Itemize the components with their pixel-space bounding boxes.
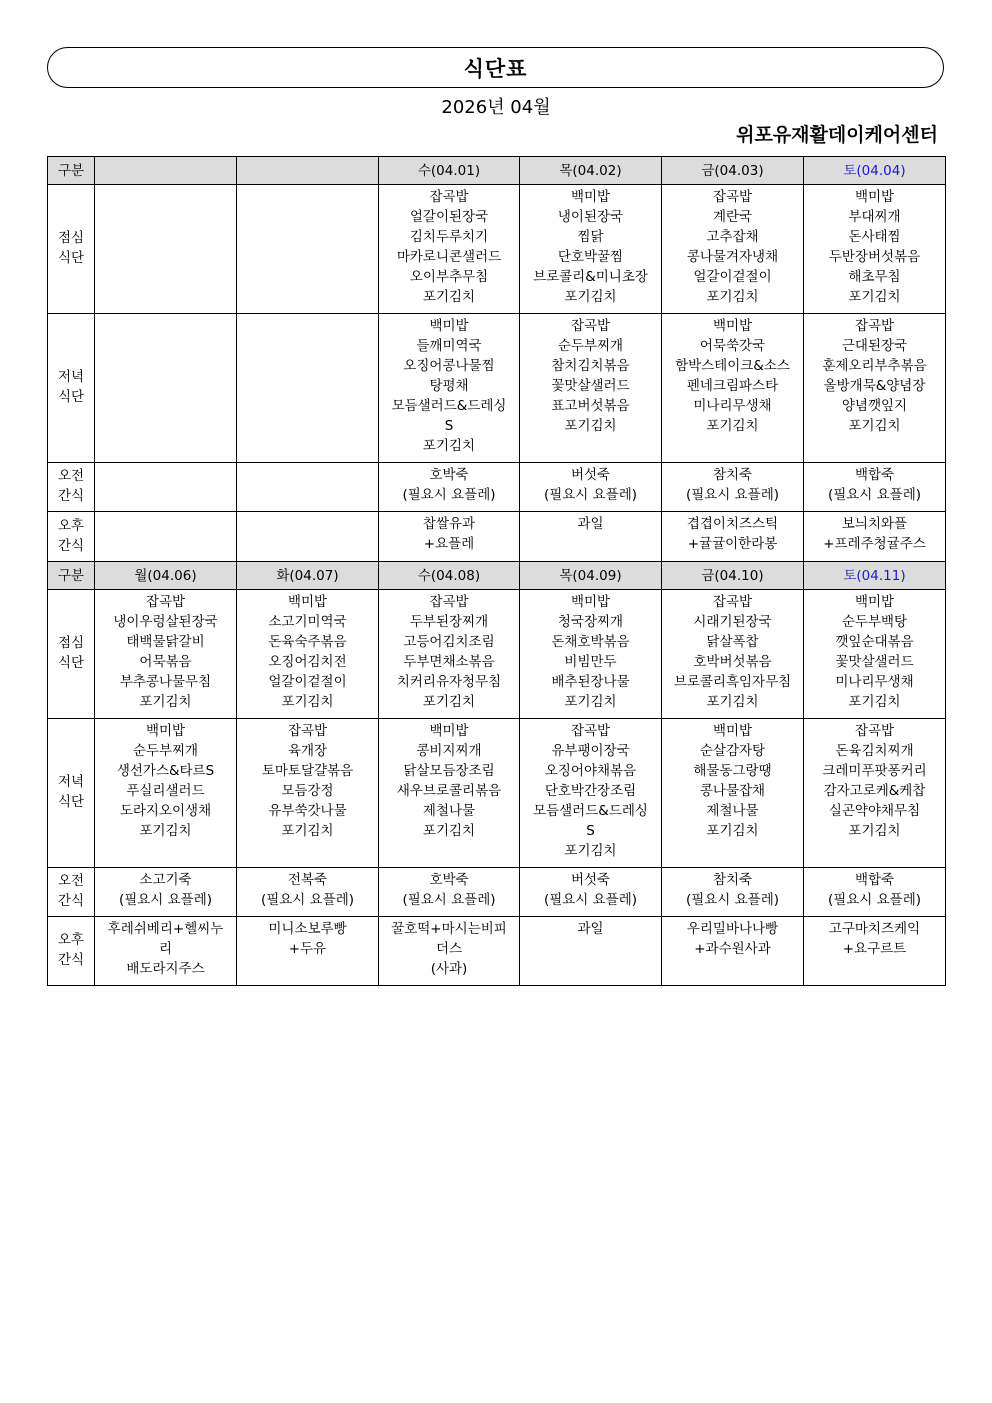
menu-item: 소고기죽 xyxy=(139,872,192,888)
menu-item: 올방개묵&양념장 xyxy=(823,378,926,394)
menu-item: 얼갈이겉절이 xyxy=(268,674,347,690)
menu-item: 우리밀바나나빵 xyxy=(686,921,779,937)
meal-cell xyxy=(95,590,237,719)
meal-cell xyxy=(95,185,237,314)
meal-cell xyxy=(237,512,379,562)
meal-row xyxy=(48,590,946,719)
menu-item: (필요시 요플레) xyxy=(685,487,780,503)
menu-item: 백미밥 xyxy=(570,189,611,205)
menu-item: 실곤약야채무침 xyxy=(828,803,921,819)
menu-item: 포기김치 xyxy=(564,289,617,305)
menu-item: 두부된장찌개 xyxy=(409,614,489,630)
title-box xyxy=(47,47,944,88)
meal-type-label xyxy=(48,719,95,868)
day-header xyxy=(237,157,379,185)
menu-item: 소고기미역국 xyxy=(268,614,347,630)
menu-item: 과일 xyxy=(577,516,604,532)
menu-item: 콩나물겨자냉채 xyxy=(686,249,779,265)
menu-item: 태백물닭갈비 xyxy=(126,634,205,650)
page-title: 식단표 xyxy=(463,56,528,81)
menu-item: 겹겹이치즈스틱 xyxy=(686,516,779,532)
meal-row xyxy=(48,868,946,917)
menu-item: 포기김치 xyxy=(706,289,759,305)
meal-cell xyxy=(237,917,379,986)
meal-cell xyxy=(237,868,379,917)
menu-item: 닭살폭찹 xyxy=(706,634,759,650)
menu-item: (필요시 요플레) xyxy=(118,892,213,908)
menu-item: 포기김치 xyxy=(281,823,334,839)
menu-item: 꿀호떡+마시는비피 xyxy=(391,921,507,937)
menu-item: 브로콜리흑임자무침 xyxy=(673,674,792,690)
menu-item: 육개장 xyxy=(287,743,328,759)
day-header: 월(04.06) xyxy=(95,562,237,590)
meal-type-text: 오전 xyxy=(57,873,85,889)
menu-item: 닭살모듬장조림 xyxy=(403,763,495,779)
meal-type-text: 점심 xyxy=(57,230,85,246)
menu-item: 전복죽 xyxy=(287,872,328,888)
meal-type-label xyxy=(48,590,95,719)
meal-cell xyxy=(804,512,946,562)
meal-type-text: 간식 xyxy=(57,537,85,554)
meal-cell xyxy=(237,185,379,314)
menu-item: 잡곡밥 xyxy=(287,723,328,739)
menu-item: 미니소보루빵 xyxy=(268,921,347,937)
menu-item: 참치김치볶음 xyxy=(551,358,630,374)
header-label: 구분 xyxy=(48,562,95,590)
menu-item: 마카로니콘샐러드 xyxy=(396,249,502,265)
menu-item: 단호박꿀찜 xyxy=(557,249,624,265)
menu-item: +귤귤이한라봉 xyxy=(687,536,778,552)
meal-type-text: 식단 xyxy=(57,655,85,671)
meal-type-text: 식단 xyxy=(57,389,85,405)
header-label: 구분 xyxy=(48,157,95,185)
meal-row xyxy=(48,917,946,986)
menu-item: (필요시 요플레) xyxy=(402,487,496,503)
menu-item: 펜네크림파스타 xyxy=(686,378,779,394)
menu-item: 백미밥 xyxy=(854,594,895,610)
menu-item: 참치죽 xyxy=(712,467,753,483)
menu-item: 오이부추무침 xyxy=(409,269,489,285)
menu-item: 버섯죽 xyxy=(570,467,611,483)
meal-type-text: 오후 xyxy=(57,932,85,948)
menu-item: 훈제오리부추볶음 xyxy=(822,358,927,374)
menu-item: (필요시 요플레) xyxy=(402,892,496,908)
menu-item: 잡곡밥 xyxy=(712,189,753,205)
menu-item: 백미밥 xyxy=(429,318,469,334)
menu-item: 유부쑥갓나물 xyxy=(268,803,347,819)
meal-type-text: 점심 xyxy=(57,635,85,651)
day-header: 토(04.04) xyxy=(804,157,946,185)
menu-item: 백미밥 xyxy=(712,318,753,334)
menu-item: 냉이우렁살된장국 xyxy=(113,614,218,630)
menu-item: 콩나물잡채 xyxy=(699,783,766,799)
menu-item: 잡곡밥 xyxy=(570,723,611,739)
menu-item: 감자고로케&케찹 xyxy=(823,783,926,799)
meal-type-text: 식단 xyxy=(57,250,85,266)
menu-item: +요구르트 xyxy=(842,941,907,957)
menu-item: (사과) xyxy=(430,961,468,977)
day-header xyxy=(95,157,237,185)
organization-name: 위포유재활데이케어센터 xyxy=(736,124,938,146)
meal-row xyxy=(48,314,946,463)
meal-cell xyxy=(804,314,946,463)
meal-type-label xyxy=(48,463,95,512)
menu-item: 포기김치 xyxy=(422,289,476,305)
menu-item: 포기김치 xyxy=(564,694,617,710)
menu-item: 김치두루치기 xyxy=(409,229,489,245)
menu-item: 포기김치 xyxy=(706,418,759,434)
menu-item: 포기김치 xyxy=(422,694,476,710)
meal-cell xyxy=(520,185,662,314)
menu-item: 배추된장나물 xyxy=(551,674,630,690)
menu-item: 모듬샐러드&드레싱 xyxy=(391,398,507,414)
menu-item: 더스 xyxy=(435,941,463,957)
menu-item: 백미밥 xyxy=(287,594,328,610)
menu-item: 포기김치 xyxy=(281,694,334,710)
menu-item: (필요시 요플레) xyxy=(827,487,922,503)
menu-item: 얼갈이된장국 xyxy=(409,209,489,225)
meal-table xyxy=(47,156,946,986)
menu-item: 미나리무생채 xyxy=(693,398,772,414)
menu-item: 꽃맛살샐러드 xyxy=(551,378,630,394)
menu-item: 양념깻잎지 xyxy=(841,398,908,414)
menu-item: +프레주청귤주스 xyxy=(823,536,926,552)
menu-item: 포기김치 xyxy=(848,823,901,839)
day-header: 수(04.08) xyxy=(379,562,520,590)
menu-item: 비빔만두 xyxy=(564,654,617,670)
menu-item: 돈육숙주볶음 xyxy=(268,634,347,650)
menu-item: 해물동그랑땡 xyxy=(693,763,772,779)
meal-cell xyxy=(95,719,237,868)
menu-item: 백합죽 xyxy=(854,467,895,483)
day-header: 목(04.09) xyxy=(520,562,662,590)
menu-item: 돈육김치찌개 xyxy=(835,743,914,759)
menu-item: (필요시 요플레) xyxy=(543,892,638,908)
menu-item: 포기김치 xyxy=(848,289,901,305)
menu-item: 두부면채소볶음 xyxy=(403,654,495,670)
menu-item: 꽃맛살샐러드 xyxy=(835,654,914,670)
meal-type-text: 오전 xyxy=(57,468,85,484)
meal-cell xyxy=(520,512,662,562)
meal-cell xyxy=(237,590,379,719)
menu-item: 리 xyxy=(158,941,173,957)
menu-item: 함박스테이크&소스 xyxy=(675,358,790,374)
menu-item: +과수원사과 xyxy=(694,941,771,957)
menu-item: 푸실리샐러드 xyxy=(126,783,205,799)
menu-item: 배도라지주스 xyxy=(126,961,205,977)
menu-item: 고추잡채 xyxy=(706,229,759,245)
meal-cell xyxy=(95,463,237,512)
meal-type-text: 저녁 xyxy=(57,369,85,385)
menu-item: 순두부백탕 xyxy=(841,614,908,630)
meal-cell xyxy=(95,868,237,917)
menu-item: 포기김치 xyxy=(706,694,759,710)
menu-item: 고구마치즈케익 xyxy=(828,921,921,937)
meal-type-label xyxy=(48,868,95,917)
menu-item: 냉이된장국 xyxy=(557,209,624,225)
menu-item: 깻잎순대볶음 xyxy=(835,634,914,650)
meal-cell xyxy=(662,868,804,917)
menu-item: 호박버섯볶음 xyxy=(693,654,772,670)
meal-cell xyxy=(520,917,662,986)
menu-item: 청국장찌개 xyxy=(557,614,624,630)
meal-type-label xyxy=(48,314,95,463)
menu-item: 순두부찌개 xyxy=(132,743,199,759)
meal-row xyxy=(48,719,946,868)
menu-item: 잡곡밥 xyxy=(429,594,469,610)
menu-item: 포기김치 xyxy=(706,823,759,839)
menu-item: 백미밥 xyxy=(429,723,469,739)
menu-item: 크레미푸팟퐁커리 xyxy=(822,763,927,779)
menu-item: 오징어콩나물찜 xyxy=(403,358,495,374)
day-header: 금(04.10) xyxy=(662,562,804,590)
meal-row xyxy=(48,463,946,512)
meal-cell xyxy=(662,314,804,463)
menu-item: 새우브로콜리볶음 xyxy=(396,783,502,799)
meal-cell xyxy=(237,463,379,512)
meal-cell xyxy=(662,512,804,562)
menu-item: 표고버섯볶음 xyxy=(551,398,630,414)
menu-item: 백미밥 xyxy=(712,723,753,739)
meal-type-text: 저녁 xyxy=(57,774,85,790)
menu-item: 포기김치 xyxy=(139,823,192,839)
meal-cell xyxy=(520,590,662,719)
menu-item: 순두부찌개 xyxy=(557,338,624,354)
meal-cell xyxy=(95,314,237,463)
menu-item: 찜닭 xyxy=(577,229,604,245)
meal-cell xyxy=(379,917,520,986)
menu-item: 부대찌개 xyxy=(848,209,901,225)
week-header-row xyxy=(48,562,946,590)
meal-cell xyxy=(95,917,237,986)
menu-item: 잡곡밥 xyxy=(854,318,895,334)
meal-cell xyxy=(662,590,804,719)
meal-cell xyxy=(520,314,662,463)
menu-item: 도라지오이생채 xyxy=(119,803,212,819)
menu-item: S xyxy=(586,823,595,839)
menu-item: 제철나물 xyxy=(706,803,759,819)
meal-type-label xyxy=(48,512,95,562)
meal-cell xyxy=(379,314,520,463)
meal-cell xyxy=(804,917,946,986)
meal-cell xyxy=(804,463,946,512)
meal-cell xyxy=(804,185,946,314)
menu-item: +요플레 xyxy=(423,536,475,552)
meal-cell xyxy=(379,185,520,314)
meal-cell xyxy=(237,719,379,868)
period-label: 2026년 04월 xyxy=(441,97,551,118)
menu-item: 과일 xyxy=(577,921,604,937)
meal-cell xyxy=(379,719,520,868)
menu-item: 들깨미역국 xyxy=(416,338,482,354)
menu-item: 시래기된장국 xyxy=(693,614,772,630)
menu-item: 순살감자탕 xyxy=(699,743,766,759)
menu-item: 포기김치 xyxy=(848,418,901,434)
menu-item: 포기김치 xyxy=(564,843,617,859)
week-header-row xyxy=(48,157,946,185)
meal-cell xyxy=(520,463,662,512)
menu-item: 잡곡밥 xyxy=(570,318,611,334)
menu-item: +두유 xyxy=(288,941,327,957)
menu-item: 유부팽이장국 xyxy=(551,743,630,759)
menu-item: (필요시 요플레) xyxy=(260,892,355,908)
menu-item: (필요시 요플레) xyxy=(827,892,922,908)
meal-type-label xyxy=(48,917,95,986)
meal-type-text: 오후 xyxy=(57,517,85,534)
meal-type-text: 간식 xyxy=(57,952,85,968)
menu-item: 호박죽 xyxy=(429,872,469,888)
menu-item: 잡곡밥 xyxy=(854,723,895,739)
day-header: 수(04.01) xyxy=(379,157,520,185)
menu-item: 참치죽 xyxy=(712,872,753,888)
menu-item: 오징어김치전 xyxy=(268,654,347,670)
menu-item: 치커리유자청무침 xyxy=(396,674,502,690)
menu-item: S xyxy=(444,418,454,434)
menu-item: (필요시 요플레) xyxy=(685,892,780,908)
menu-item: 잡곡밥 xyxy=(145,594,186,610)
day-header: 화(04.07) xyxy=(237,562,379,590)
menu-item: 찹쌀유과 xyxy=(422,516,476,532)
meal-cell xyxy=(662,917,804,986)
menu-item: 백합죽 xyxy=(854,872,895,888)
meal-cell xyxy=(379,463,520,512)
menu-item: 포기김치 xyxy=(139,694,192,710)
menu-item: 백미밥 xyxy=(570,594,611,610)
menu-item: 생선가스&타르S xyxy=(116,763,215,779)
meal-cell xyxy=(662,463,804,512)
meal-cell xyxy=(662,719,804,868)
menu-item: 제철나물 xyxy=(422,803,476,819)
menu-item: 탕평채 xyxy=(429,378,469,394)
meal-type-text: 간식 xyxy=(57,893,85,909)
menu-item: 포기김치 xyxy=(848,694,901,710)
meal-type-text: 식단 xyxy=(57,794,85,810)
menu-item: 부추콩나물무침 xyxy=(119,674,212,690)
meal-cell xyxy=(520,868,662,917)
menu-item: (필요시 요플레) xyxy=(543,487,638,503)
menu-item: 어묵볶음 xyxy=(139,654,192,670)
meal-type-text: 간식 xyxy=(57,488,85,504)
meal-row xyxy=(48,185,946,314)
meal-cell xyxy=(237,314,379,463)
menu-item: 얼갈이겉절이 xyxy=(693,269,772,285)
menu-item: 두반장버섯볶음 xyxy=(828,249,921,265)
day-header: 토(04.11) xyxy=(804,562,946,590)
meal-row xyxy=(48,512,946,562)
meal-cell xyxy=(379,868,520,917)
menu-item: 브로콜리&미니초장 xyxy=(533,269,648,285)
menu-item: 백미밥 xyxy=(854,189,895,205)
menu-item: 백미밥 xyxy=(145,723,186,739)
menu-item: 버섯죽 xyxy=(570,872,611,888)
menu-item: 근대된장국 xyxy=(841,338,908,354)
menu-item: 잡곡밥 xyxy=(712,594,753,610)
menu-item: 포기김치 xyxy=(422,823,476,839)
meal-cell xyxy=(379,512,520,562)
meal-cell xyxy=(95,512,237,562)
day-header: 금(04.03) xyxy=(662,157,804,185)
menu-item: 콩비지찌개 xyxy=(416,743,482,759)
menu-item: 고등어김치조림 xyxy=(403,634,495,650)
menu-item: 포기김치 xyxy=(564,418,617,434)
menu-item: 미나리무생채 xyxy=(835,674,914,690)
meal-cell xyxy=(804,719,946,868)
meal-cell xyxy=(662,185,804,314)
menu-item: 모듬샐러드&드레싱 xyxy=(533,803,648,819)
menu-item: 포기김치 xyxy=(422,438,476,454)
meal-cell xyxy=(520,719,662,868)
menu-item: 어묵쑥갓국 xyxy=(699,338,766,354)
menu-item: 해초무침 xyxy=(848,269,901,285)
meal-cell xyxy=(804,868,946,917)
menu-item: 후레쉬베리+헬씨누 xyxy=(107,921,224,937)
menu-item: 보늬치와플 xyxy=(841,516,908,532)
menu-item: 돈사태찜 xyxy=(848,229,901,245)
meal-cell xyxy=(804,590,946,719)
menu-item: 토마토달걀볶음 xyxy=(261,763,354,779)
menu-item: 돈채호박볶음 xyxy=(551,634,630,650)
day-header: 목(04.02) xyxy=(520,157,662,185)
meal-cell xyxy=(379,590,520,719)
menu-item: 단호박간장조림 xyxy=(544,783,637,799)
menu-item: 계란국 xyxy=(712,209,753,225)
meal-type-label xyxy=(48,185,95,314)
menu-item: 모듬강정 xyxy=(281,783,334,799)
menu-item: 호박죽 xyxy=(429,467,469,483)
menu-item: 잡곡밥 xyxy=(429,189,469,205)
menu-item: 오징어야채볶음 xyxy=(544,763,637,779)
